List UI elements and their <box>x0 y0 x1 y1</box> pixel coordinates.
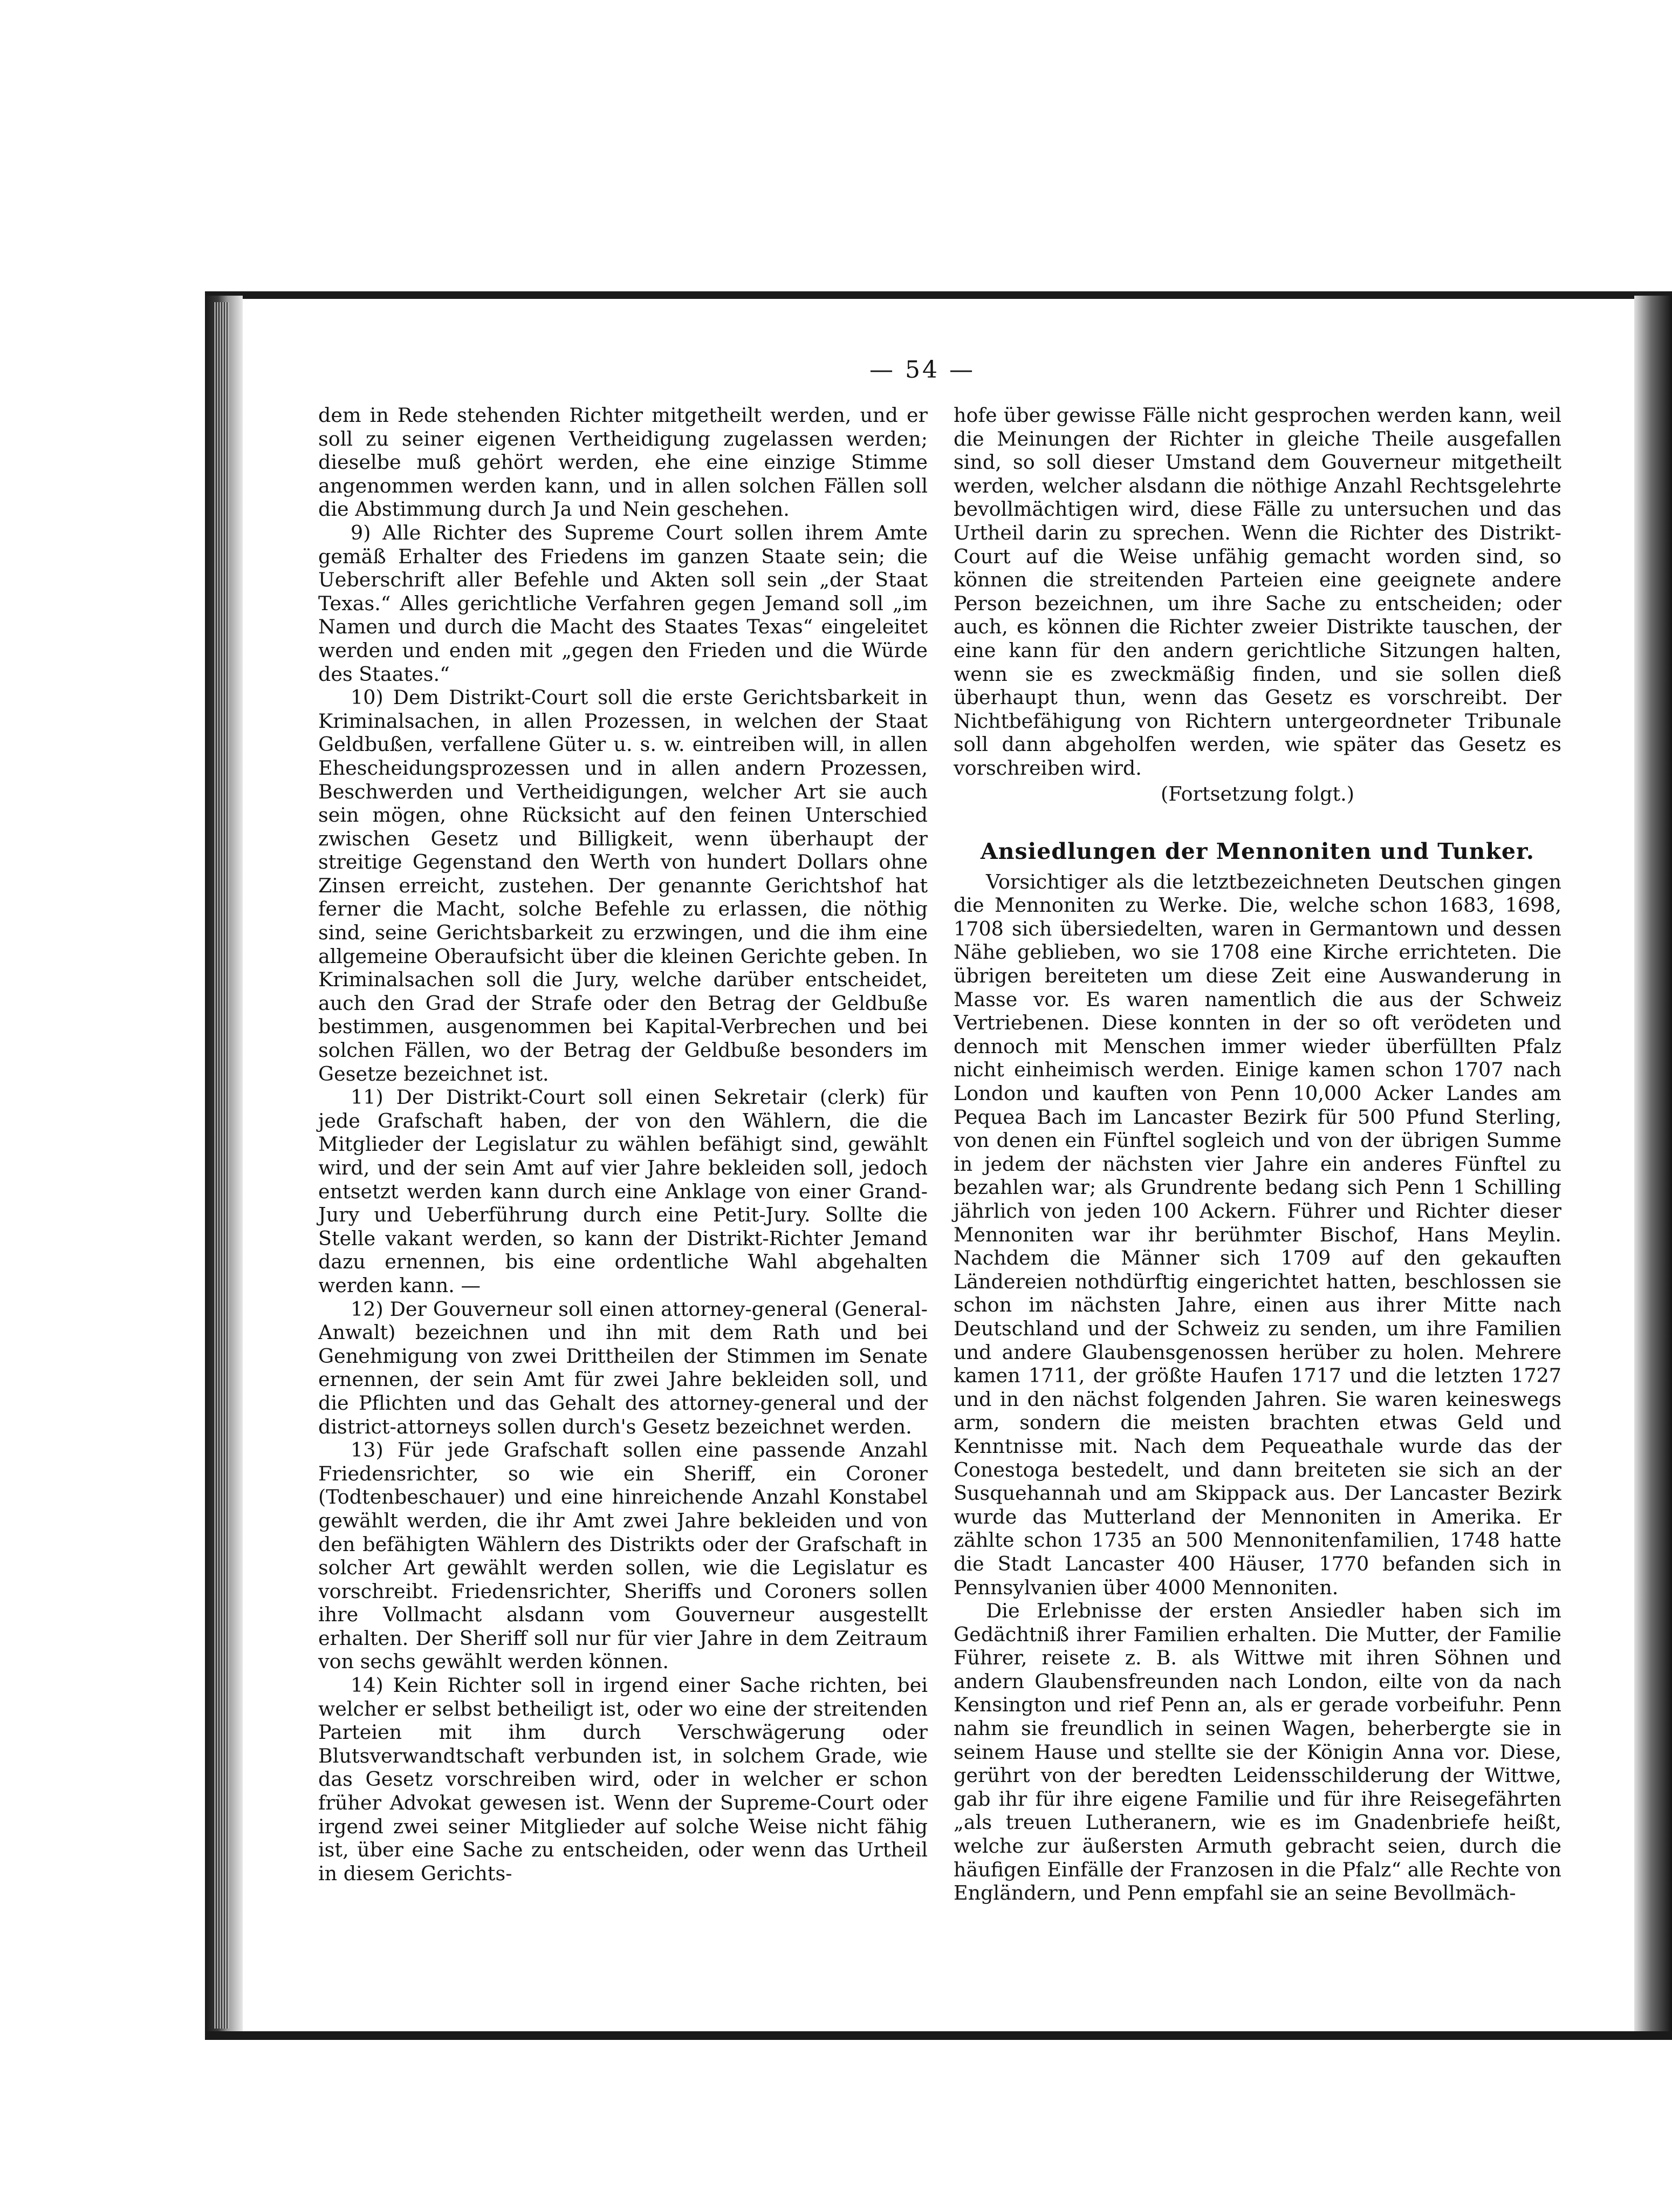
paragraph: dem in Rede stehenden Richter mitgetheilt werden, und er soll zu seiner eigenen Vertheidigung zugelassen werden; dieselbe muß gehört werden, ehe eine einzige Stimme angenommen werden kann, und in allen solchen Fällen soll die Abstimmung durch Ja und Nein geschehen. <box>318 404 928 521</box>
paragraph-section-10: 10) Dem Distrikt-Court soll die erste Gerichtsbarkeit in Kriminalsachen, in allen Prozessen, in welchen der Staat Geldbußen, verfallene Güter u. s. w. eintreiben will, in allen Ehescheidungsprozessen und in allen andern Prozessen, Beschwerden und Vertheidigungen, welcher Art sie auch sein mögen, ohne Rücksicht auf den feinen Unterschied zwischen Gesetz und Billigkeit, wenn überhaupt der streitige Gegenstand den Werth von hundert Dollars ohne Zinsen erreicht, zustehen. Der genannte Gerichtshof hat ferner die Macht, solche Befehle zu erlassen, die nöthig sind, seine Gerichtsbarkeit zu erzwingen, und die ihm eine allgemeine Oberaufsicht über die kleinen Gerichte geben. In Kriminalsachen soll die Jury, welche darüber entscheidet, auch den Grad der Strafe oder den Betrag der Geldbuße bestimmen, ausgenommen bei Kapital-Verbrechen und bei solchen Fällen, wo der Betrag der Geldbuße besonders im Gesetze bezeichnet ist. <box>318 686 928 1085</box>
paragraph-section-11: 11) Der Distrikt-Court soll einen Sekretair (clerk) für jede Grafschaft haben, der von den Wählern, die die Mitglieder der Legislatur zu wählen befähigt sind, gewählt wird, und der sein Amt auf vier Jahre bekleiden soll, jedoch entsetzt werden kann durch eine Anklage von einer Grand-Jury und Ueberführung durch eine Petit-Jury. Sollte die Stelle vakant werden, so kann der Distrikt-Richter Jemand dazu ernennen, bis eine ordentliche Wahl abgehalten werden kann. — <box>318 1085 928 1297</box>
page-right-edge-shadow <box>1634 296 1672 2036</box>
paragraph-continued: hofe über gewisse Fälle nicht gesprochen werden kann, weil die Meinungen der Richter in gleiche Theile ausgefallen sind, so soll dieser Umstand dem Gouverneur mitgetheilt werden, welcher alsdann die nöthige Anzahl Rechtsgelehrte bevollmächtigen wird, diese Fälle zu untersuchen und das Urtheil darin zu sprechen. Wenn die Richter des Distrikt-Court auf die Weise unfähig gemacht worden sind, so können die streitenden Parteien eine geeignete andere Person bezeichnen, um ihre Sache zu entscheiden; oder auch, es können die Richter zweier Distrikte tauschen, der eine kann für den andern gerichtliche Sitzungen halten, wenn sie es zweckmäßig finden, und sie sollen dieß überhaupt thun, wenn das Gesetz es vorschreibt. Der Nichtbefähigung von Richtern untergeordneter Tribunale soll dann abgeholfen werden, wie später das Gesetz es vorschreiben wird. <box>954 404 1561 780</box>
paragraph-section-9: 9) Alle Richter des Supreme Court sollen ihrem Amte gemäß Erhalter des Friedens im ganzen Staate sein; die Ueberschrift aller Befehle und Akten soll sein „der Staat Texas.“ Alles gerichtliche Verfahren gegen Jemand soll „im Namen und durch die Macht des Staates Texas“ eingeleitet werden und enden mit „gegen den Frieden und die Würde des Staates.“ <box>318 521 928 686</box>
page-number: — 54 — <box>869 356 975 384</box>
paragraph-section-13: 13) Für jede Grafschaft sollen eine passende Anzahl Friedensrichter, so wie ein Sheriff, ein Coroner (Todtenbeschauer) und eine hinreichende Anzahl Konstabel gewählt werden, die ihr Amt zwei Jahre bekleiden und von den befähigten Wählern des Distrikts oder der Grafschaft in solcher Art gewählt werden sollen, wie die Legislatur es vorschreibt. Friedensrichter, Sheriffs und Coroners sollen ihre Vollmacht alsdann vom Gouverneur ausgestellt erhalten. Der Sheriff soll nur für vier Jahre in dem Zeitraum von sechs gewählt werden können. <box>318 1438 928 1674</box>
page-bottom-edge <box>205 2031 1672 2040</box>
paragraph-section-12: 12) Der Gouverneur soll einen attorney-general (General-Anwalt) bezeichnen und ihn mit dem Rath und bei Genehmigung von zwei Drittheilen der Stimmen im Senate ernennen, der sein Amt für zwei Jahre bekleiden soll, und die Pflichten und das Gehalt des attorney-general und der district-attorneys sollen durch's Gesetz bezeichnet werden. <box>318 1297 928 1438</box>
paragraph-section-14: 14) Kein Richter soll in irgend einer Sache richten, bei welcher er selbst betheiligt ist, oder wo eine der streitenden Parteien mit ihm durch Verschwägerung oder Blutsverwandtschaft verbunden ist, in solchem Grade, wie das Gesetz vorschreiben wird, oder in welcher er schon früher Advokat gewesen ist. Wenn der Supreme-Court oder irgend zwei seiner Mitglieder auf solche Weise nicht fähig ist, über eine Sache zu entscheiden, oder wenn das Urtheil in diesem Gerichts- <box>318 1674 928 1885</box>
paragraph: Vorsichtiger als die letztbezeichneten Deutschen gingen die Mennoniten zu Werke. Die, welche schon 1683, 1698, 1708 sich übersiedelten, waren in Germantown und dessen Nähe geblieben, wo sie 1708 eine Kirche errichteten. Die übrigen bereiteten um diese Zeit eine Auswanderung in Masse vor. Es waren namentlich die aus der Schweiz Vertriebenen. Diese konnten in der so oft verödeten und dennoch mit Menschen immer wieder überfüllten Pfalz nicht einheimisch werden. Einige kamen schon 1707 nach London und kauften von Penn 10,000 Acker Landes am Pequea Bach im Lancaster Bezirk für 500 Pfund Sterling, von denen ein Fünftel sogleich und von der übrigen Summe in jedem der nächsten vier Jahre ein anderes Fünftel zu bezahlen war; als Grundrente bedang sich Penn 1 Schilling jährlich von jeden 100 Ackern. Führer und Richter dieser Mennoniten war ihr berühmter Bischof, Hans Meylin. Nachdem die Männer sich 1709 auf den gekauften Ländereien nothdürftig eingerichtet hatten, beschlossen sie schon im nächsten Jahre, einen aus ihrer Mitte nach Deutschland und der Schweiz zu senden, um ihre Familien und andere Glaubensgenossen herüber zu holen. Mehrere kamen 1711, der größte Haufen 1717 und die letzten 1727 und in den nächst folgenden Jahren. Sie waren keineswegs arm, sondern die meisten brachten etwas Geld und Kenntnisse mit. Nach dem Pequeathale wurde das der Conestoga bestedelt, und dann breiteten sie sich an der Susquehannah und am Skippack aus. Der Lancaster Bezirk wurde das Mutterland der Mennoniten in Amerika. Er zählte schon 1735 an 500 Mennonitenfamilien, 1748 hatte die Stadt Lancaster 400 Häuser, 1770 befanden sich in Pennsylvanien über 4000 Mennoniten. <box>954 870 1561 1599</box>
page-edge-stack <box>213 302 229 2029</box>
paragraph: Die Erlebnisse der ersten Ansiedler haben sich im Gedächtniß ihrer Familien erhalten. Die Mutter, der Familie Führer, reisete z. B. als Wittwe mit ihren Söhnen und andern Glaubensfreunden nach London, eilte von da nach Kensington und rief Penn an, als er gerade vorbeifuhr. Penn nahm sie freundlich in seinen Wagen, beherbergte sie in seinem Hause und stellte sie der Königin Anna vor. Diese, gerührt von der beredten Leidensschilderung der Wittwe, gab ihr für ihre eigene Familie und für ihre Reisegefährten „als treuen Lutheranern, wie es im Gnadenbriefe heißt, welche zur äußersten Armuth gebracht seien, durch die häufigen Einfälle der Franzosen in die Pfalz“ alle Rechte von Engländern, und Penn empfahl sie an seine Bevollmäch- <box>954 1599 1561 1905</box>
section-heading: Ansiedlungen der Mennoniten und Tunker. <box>980 838 1535 865</box>
left-text-column <box>318 404 928 1885</box>
right-text-column <box>954 404 1561 1905</box>
continuation-note: (Fortsetzung folgt.) <box>1161 782 1354 805</box>
page-top-edge <box>205 291 1672 299</box>
